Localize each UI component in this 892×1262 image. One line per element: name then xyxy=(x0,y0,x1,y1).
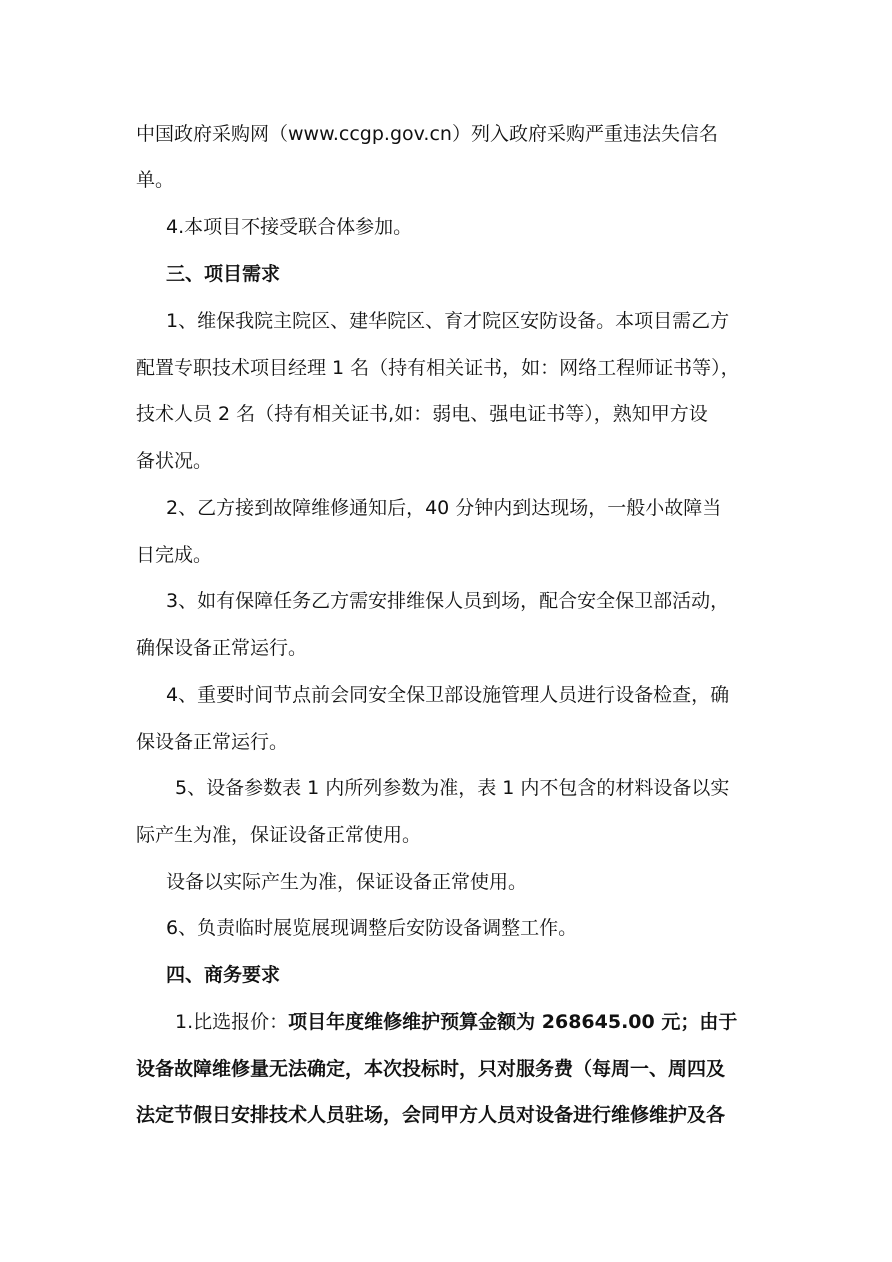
text-line: 备状况。 xyxy=(136,450,213,472)
text-line: 设备故障维修量无法确定，本次投标时，只对服务费（每周一、周四及 xyxy=(136,1058,726,1080)
text-line: 6、负责临时展览展现调整后安防设备调整工作。 xyxy=(166,917,578,939)
text-line: 法定节假日安排技术人员驻场，会同甲方人员对设备进行维修维护及各 xyxy=(136,1104,726,1126)
text-line: 2、乙方接到故障维修通知后，40 分钟内到达现场，一般小故障当 xyxy=(166,497,722,519)
text-line: 设备以实际产生为准，保证设备正常使用。 xyxy=(166,871,528,893)
text-line: 日完成。 xyxy=(136,544,213,566)
text-line: 单。 xyxy=(136,169,175,191)
section-heading: 三、项目需求 xyxy=(166,263,281,285)
text-line: 配置专职技术项目经理 1 名（持有相关证书，如：网络工程师证书等）， xyxy=(136,357,740,379)
price-emphasis: 项目年度维修维护预算金额为 268645.00 元；由于 xyxy=(288,1011,738,1033)
text-line: 中国政府采购网（www.ccgp.gov.cn）列入政府采购严重违法失信名 xyxy=(136,123,718,145)
text-line: 4、重要时间节点前会同安全保卫部设施管理人员进行设备检查，确 xyxy=(166,684,730,706)
price-label: 1.比选报价： xyxy=(175,1011,289,1033)
text-line: 际产生为准，保证设备正常使用。 xyxy=(136,824,422,846)
text-line: 1、维保我院主院区、建华院区、育才院区安防设备。本项目需乙方 xyxy=(166,310,730,332)
text-line: 5、设备参数表 1 内所列参数为准，表 1 内不包含的材料设备以实 xyxy=(175,777,730,799)
section-heading: 四、商务要求 xyxy=(166,964,281,986)
text-line: 3、如有保障任务乙方需安排维保人员到场，配合安全保卫部活动， xyxy=(166,590,730,612)
text-line xyxy=(175,1008,776,1036)
text-line: 保设备正常运行。 xyxy=(136,731,289,753)
text-line: 确保设备正常运行。 xyxy=(136,637,308,659)
text-line: 技术人员 2 名（持有相关证书,如：弱电、强电证书等），熟知甲方设 xyxy=(136,403,708,425)
text-line: 4.本项目不接受联合体参加。 xyxy=(166,216,413,238)
